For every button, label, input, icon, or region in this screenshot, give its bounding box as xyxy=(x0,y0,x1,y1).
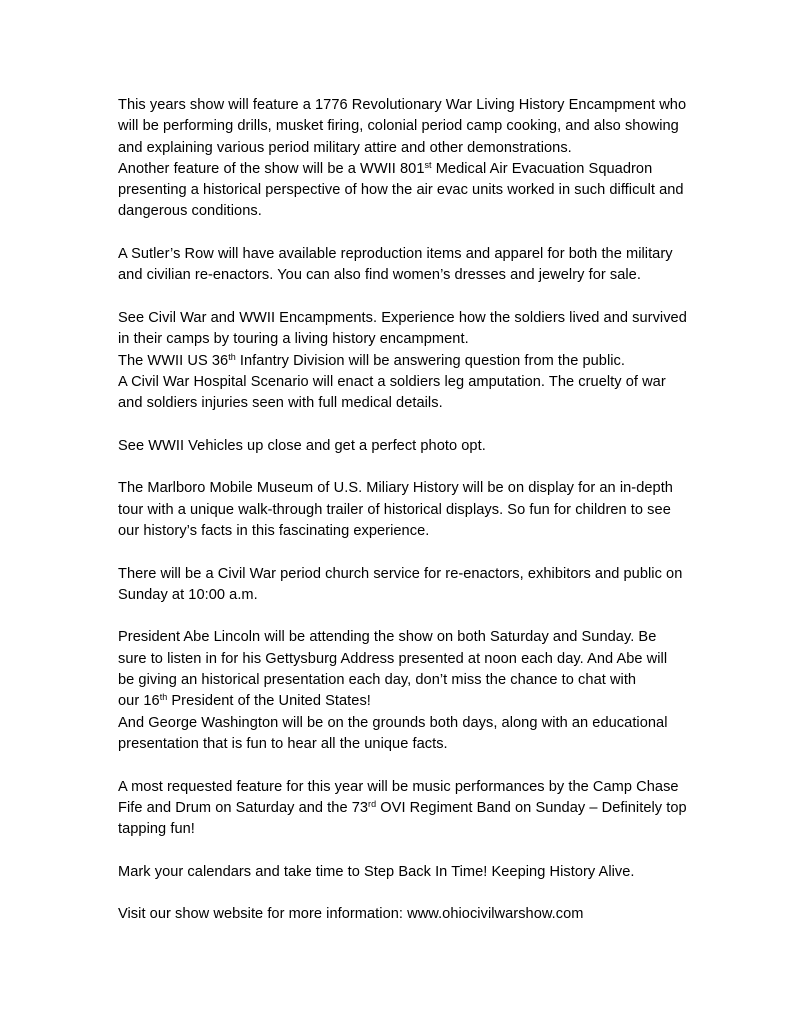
text-line: See WWII Vehicles up close and get a perfect photo opt. xyxy=(118,437,486,454)
text-line: Mark your calendars and take time to Step Back In Time! Keeping History Alive. xyxy=(118,863,635,880)
text-line xyxy=(118,691,730,712)
text-fragment: OVI Regiment Band on Sunday – Definitely top xyxy=(376,799,687,816)
text-line: President Abe Lincoln will be attending the show on both Saturday and Sunday. Be xyxy=(118,629,657,646)
paragraph-lincoln-washington xyxy=(118,627,730,755)
text-line: tapping fun! xyxy=(118,821,195,838)
text-line: The Marlboro Mobile Museum of U.S. Miliary History will be on display for an in-depth xyxy=(118,480,673,497)
paragraph-website xyxy=(118,904,730,925)
text-fragment: Medical Air Evacuation Squadron xyxy=(431,160,653,177)
text-line: See Civil War and WWII Encampments. Experience how the soldiers lived and survived xyxy=(118,309,687,326)
text-fragment: our 16 xyxy=(118,693,160,710)
paragraph-encampments xyxy=(118,308,730,414)
text-line: tour with a unique walk-through trailer of historical displays. So fun for children to see xyxy=(118,501,671,518)
text-line: dangerous conditions. xyxy=(118,203,262,220)
text-line: our history’s facts in this fascinating experience. xyxy=(118,522,430,539)
text-fragment: Infantry Division will be answering question from the public. xyxy=(235,352,626,369)
text-line: will be performing drills, musket firing, colonial period camp cooking, and also showing xyxy=(118,118,679,135)
text-line: Sunday at 10:00 a.m. xyxy=(118,586,258,603)
text-line: and explaining various period military attire and other demonstrations. xyxy=(118,139,572,156)
paragraph-revolutionary-war xyxy=(118,95,730,223)
text-fragment: President of the United States! xyxy=(167,693,371,710)
paragraph-mobile-museum xyxy=(118,478,730,542)
text-fragment: The WWII US 36 xyxy=(118,352,229,369)
text-line: and civilian re-enactors. You can also find women’s dresses and jewelry for sale. xyxy=(118,267,641,284)
ordinal-suffix: th xyxy=(228,351,236,362)
text-line: And George Washington will be on the grounds both days, along with an educational xyxy=(118,714,668,731)
text-fragment: Fife and Drum on Saturday and the 73 xyxy=(118,799,369,816)
text-line: and soldiers injuries seen with full medical details. xyxy=(118,395,443,412)
text-line: be giving an historical presentation each day, don’t miss the chance to chat with xyxy=(118,672,637,689)
text-line xyxy=(118,351,730,372)
text-line: A Sutler’s Row will have available reproduction items and apparel for both the military xyxy=(118,246,673,263)
text-line: A Civil War Hospital Scenario will enact a soldiers leg amputation. The cruelty of war xyxy=(118,373,666,390)
ordinal-suffix: st xyxy=(424,159,432,170)
text-line: Visit our show website for more information: www.ohiocivilwarshow.com xyxy=(118,906,584,923)
paragraph-church-service xyxy=(118,564,730,607)
ordinal-suffix: th xyxy=(159,692,168,703)
text-line: sure to listen in for his Gettysburg Address presented at noon each day. And Abe will xyxy=(118,650,668,667)
text-line: There will be a Civil War period church service for re-enactors, exhibitors and public on xyxy=(118,565,683,582)
paragraph-calendars xyxy=(118,862,730,883)
text-line: A most requested feature for this year will be music performances by the Camp Chase xyxy=(118,778,679,795)
text-line: presentation that is fun to hear all the unique facts. xyxy=(118,735,448,752)
paragraph-vehicles xyxy=(118,436,730,457)
text-line: presenting a historical perspective of how the air evac units worked in such difficult and xyxy=(118,182,684,199)
paragraph-sutlers-row xyxy=(118,244,730,287)
text-line xyxy=(118,159,730,180)
ordinal-suffix: rd xyxy=(368,798,377,809)
text-line: in their camps by touring a living history encampment. xyxy=(118,331,469,348)
text-line: This years show will feature a 1776 Revolutionary War Living History Encampment who xyxy=(118,97,687,113)
text-fragment: Another feature of the show will be a WWII 801 xyxy=(118,160,425,177)
paragraph-music xyxy=(118,777,730,841)
document-page xyxy=(118,95,730,947)
text-line xyxy=(118,798,730,819)
